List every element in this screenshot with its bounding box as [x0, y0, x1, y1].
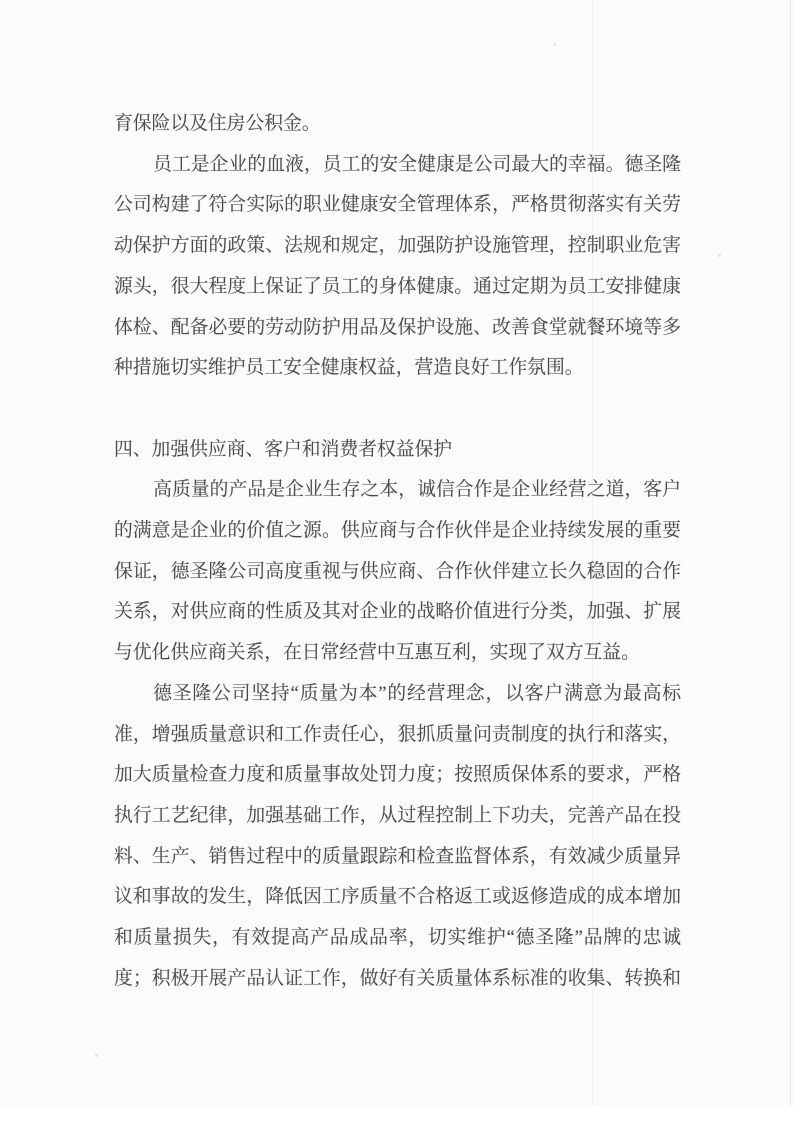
paragraph-continuation — [114, 104, 681, 145]
scan-speck — [553, 43, 556, 46]
text-line: 体检、配备必要的劳动防护用品及保护设施、改善食堂就餐环境等多 — [114, 316, 681, 338]
text-line: 执行工艺纪律，加强基础工作，从过程控制上下功夫，完善产品在投 — [114, 804, 681, 826]
text-line: 动保护方面的政策、法规和规定，加强防护设施管理，控制职业危害 — [114, 235, 681, 257]
text-line: 度；积极开展产品认证工作，做好有关质量体系标准的收集、转换和 — [114, 967, 681, 989]
scan-artifact-right-edge — [790, 0, 791, 1123]
paragraph-supplier-relations — [114, 470, 681, 674]
text-line: 关系，对供应商的性质及其对企业的战略价值进行分类，加强、扩展 — [114, 601, 681, 623]
paragraph-employee-health — [114, 145, 681, 389]
text-line: 和质量损失，有效提高产品成品率，切实维护“德圣隆”品牌的忠诚 — [114, 927, 681, 949]
scan-speck — [95, 1054, 98, 1057]
text-line: 员工是企业的血液，员工的安全健康是公司最大的幸福。德圣隆 — [153, 153, 681, 175]
text-line: 德圣隆公司坚持“质量为本”的经营理念，以客户满意为最高标 — [153, 682, 681, 704]
scan-artifact-bottom-edge — [0, 1106, 794, 1123]
section-heading-text: 四、加强供应商、客户和消费者权益保护 — [114, 438, 453, 460]
paragraph-quality-management — [114, 674, 681, 1000]
text-line: 与优化供应商关系，在日常经营中互惠互利，实现了双方互益。 — [114, 642, 640, 664]
text-line: 加大质量检查力度和质量事故处罚力度；按照质保体系的要求，严格 — [114, 764, 681, 786]
text-line: 的满意是企业的价值之源。供应商与合作伙伴是企业持续发展的重要 — [114, 520, 681, 542]
scan-artifact-vertical-line — [592, 0, 593, 1123]
text-line: 保证，德圣隆公司高度重视与供应商、合作伙伴建立长久稳固的合作 — [114, 560, 681, 582]
scan-speck — [718, 254, 721, 257]
section-heading — [114, 430, 681, 471]
page-text-block — [114, 104, 681, 999]
text-line: 公司构建了符合实际的职业健康安全管理体系，严格贯彻落实有关劳 — [114, 194, 681, 216]
text-line: 育保险以及住房公积金。 — [114, 113, 321, 134]
text-line: 源头，很大程度上保证了员工的身体健康。通过定期为员工安排健康 — [114, 275, 681, 297]
text-line: 准，增强质量意识和工作责任心，狠抓质量问责制度的执行和落实， — [114, 723, 681, 745]
text-line: 种措施切实维护员工安全健康权益，营造良好工作氛围。 — [114, 357, 584, 379]
text-line: 高质量的产品是企业生存之本，诚信合作是企业经营之道，客户 — [153, 479, 681, 501]
text-line: 料、生产、销售过程中的质量跟踪和检查监督体系，有效减少质量异 — [114, 845, 681, 867]
text-line: 议和事故的发生，降低因工序质量不合格返工或返修造成的成本增加 — [114, 886, 681, 908]
